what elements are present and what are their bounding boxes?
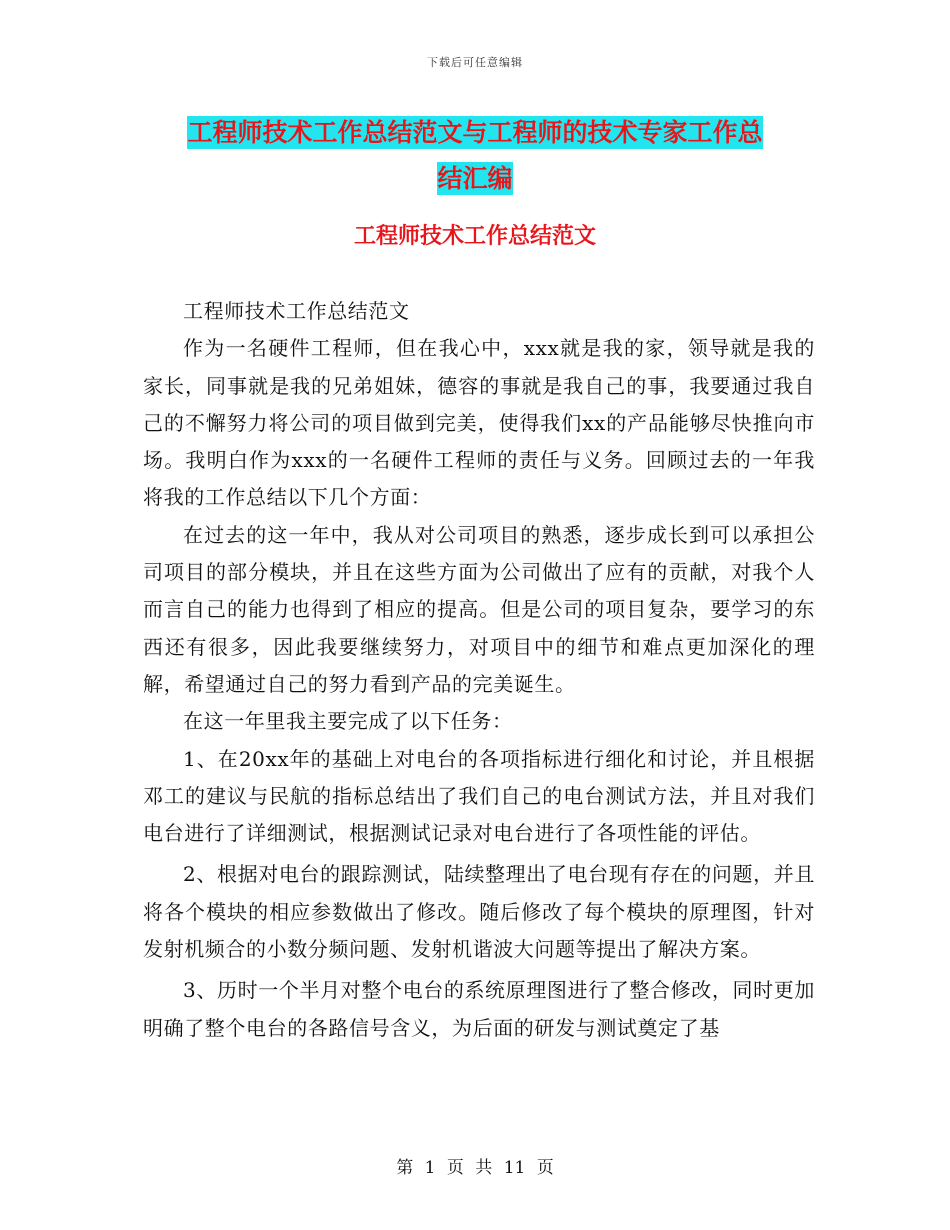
document-title-line-2: 结汇编: [437, 164, 513, 193]
paragraph-task-2: 2、根据对电台的跟踪测试，陆续整理出了电台现有存在的问题，并且将各个模块的相应参数做出了修改。随后修改了每个模块的原理图，针对发射机频合的小数分频问题、发射机谐波大问题等提出了解决方案。: [143, 862, 815, 962]
document-title: [140, 110, 810, 202]
header-note: 下载后可任意编辑: [427, 56, 523, 69]
paragraph-intro: 作为一名硬件工程师，但在我心中，xxx就是我的家，领导就是我的家长，同事就是我的兄弟姐妹，德容的事就是我自己的事，我要通过我自己的不懈努力将公司的项目做到完美，使得我们xx的产品能够尽快推向市场。我明白作为xxx的一名硬件工程师的责任与义务。回顾过去的一年我将我的工作总结以下几个方面：: [143, 336, 815, 510]
page-number-footer: 第 1 页 共 11 页: [396, 1158, 554, 1178]
section-title: 工程师技术工作总结范文: [353, 224, 596, 249]
document-body: [143, 293, 815, 1047]
paragraph-subtitle: 工程师技术工作总结范文: [183, 299, 410, 323]
paragraph-task-3: 3、历时一个半月对整个电台的系统原理图进行了整合修改，同时更加明确了整个电台的各路信号含义，为后面的研发与测试奠定了基: [143, 978, 815, 1040]
paragraph-tasks-heading: 在这一年里我主要完成了以下任务：: [183, 709, 513, 734]
paragraph-task-1: 1、在20xx年的基础上对电台的各项指标进行细化和讨论，并且根据邓工的建议与民航的指标总结出了我们自己的电台测试方法，并且对我们电台进行了详细测试，根据测试记录对电台进行了各项性能的评估。: [143, 746, 815, 846]
document-title-line-1: 工程师技术工作总结范文与工程师的技术专家工作总: [187, 118, 763, 147]
paragraph-review: 在过去的这一年中，我从对公司项目的熟悉，逐步成长到可以承担公司项目的部分模块，并且在这些方面为公司做出了应有的贡献，对我个人而言自己的能力也得到了相应的提高。但是公司的项目复杂，要学习的东西还有很多，因此我要继续努力，对项目中的细节和难点更加深化的理解，希望通过自己的努力看到产品的完美诞生。: [143, 522, 815, 696]
